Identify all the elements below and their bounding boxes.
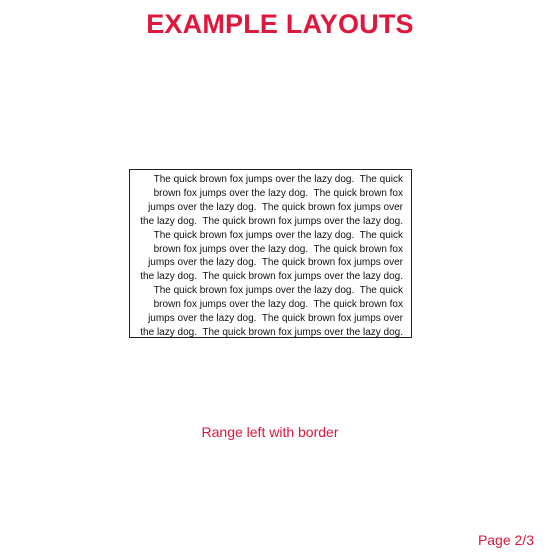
sample-text-line: The quick brown fox jumps over the lazy dog. The quick [153,174,403,185]
sample-text-line: the lazy dog. The quick brown fox jumps over the lazy dog. [140,215,403,227]
bordered-text-sample [129,169,412,338]
layout-caption: Range left with border [201,424,339,440]
sample-text-line: brown fox jumps over the lazy dog. The quick brown fox [153,299,403,311]
sample-text-line: the lazy dog. The quick brown fox jumps over the lazy dog. [140,271,403,283]
page-title: EXAMPLE LAYOUTS [146,9,414,39]
sample-text-line: brown fox jumps over the lazy dog. The quick brown fox [153,187,403,199]
sample-text-line: The quick brown fox jumps over the lazy dog. The quick [153,229,403,241]
sample-text-line: The quick brown fox jumps over the lazy dog. The quick [153,285,403,297]
sample-text-line: the lazy dog. The quick brown fox jumps over the lazy dog. [140,326,403,338]
sample-text-line: jumps over the lazy dog. The quick brown fox jumps over [148,313,403,325]
sample-text-line: jumps over the lazy dog. The quick brown fox jumps over [148,201,403,213]
page-number: Page 2/3 [477,532,534,548]
sample-text-line: jumps over the lazy dog. The quick brown fox jumps over [148,257,403,269]
sample-text-line: brown fox jumps over the lazy dog. The quick brown fox [153,243,403,255]
